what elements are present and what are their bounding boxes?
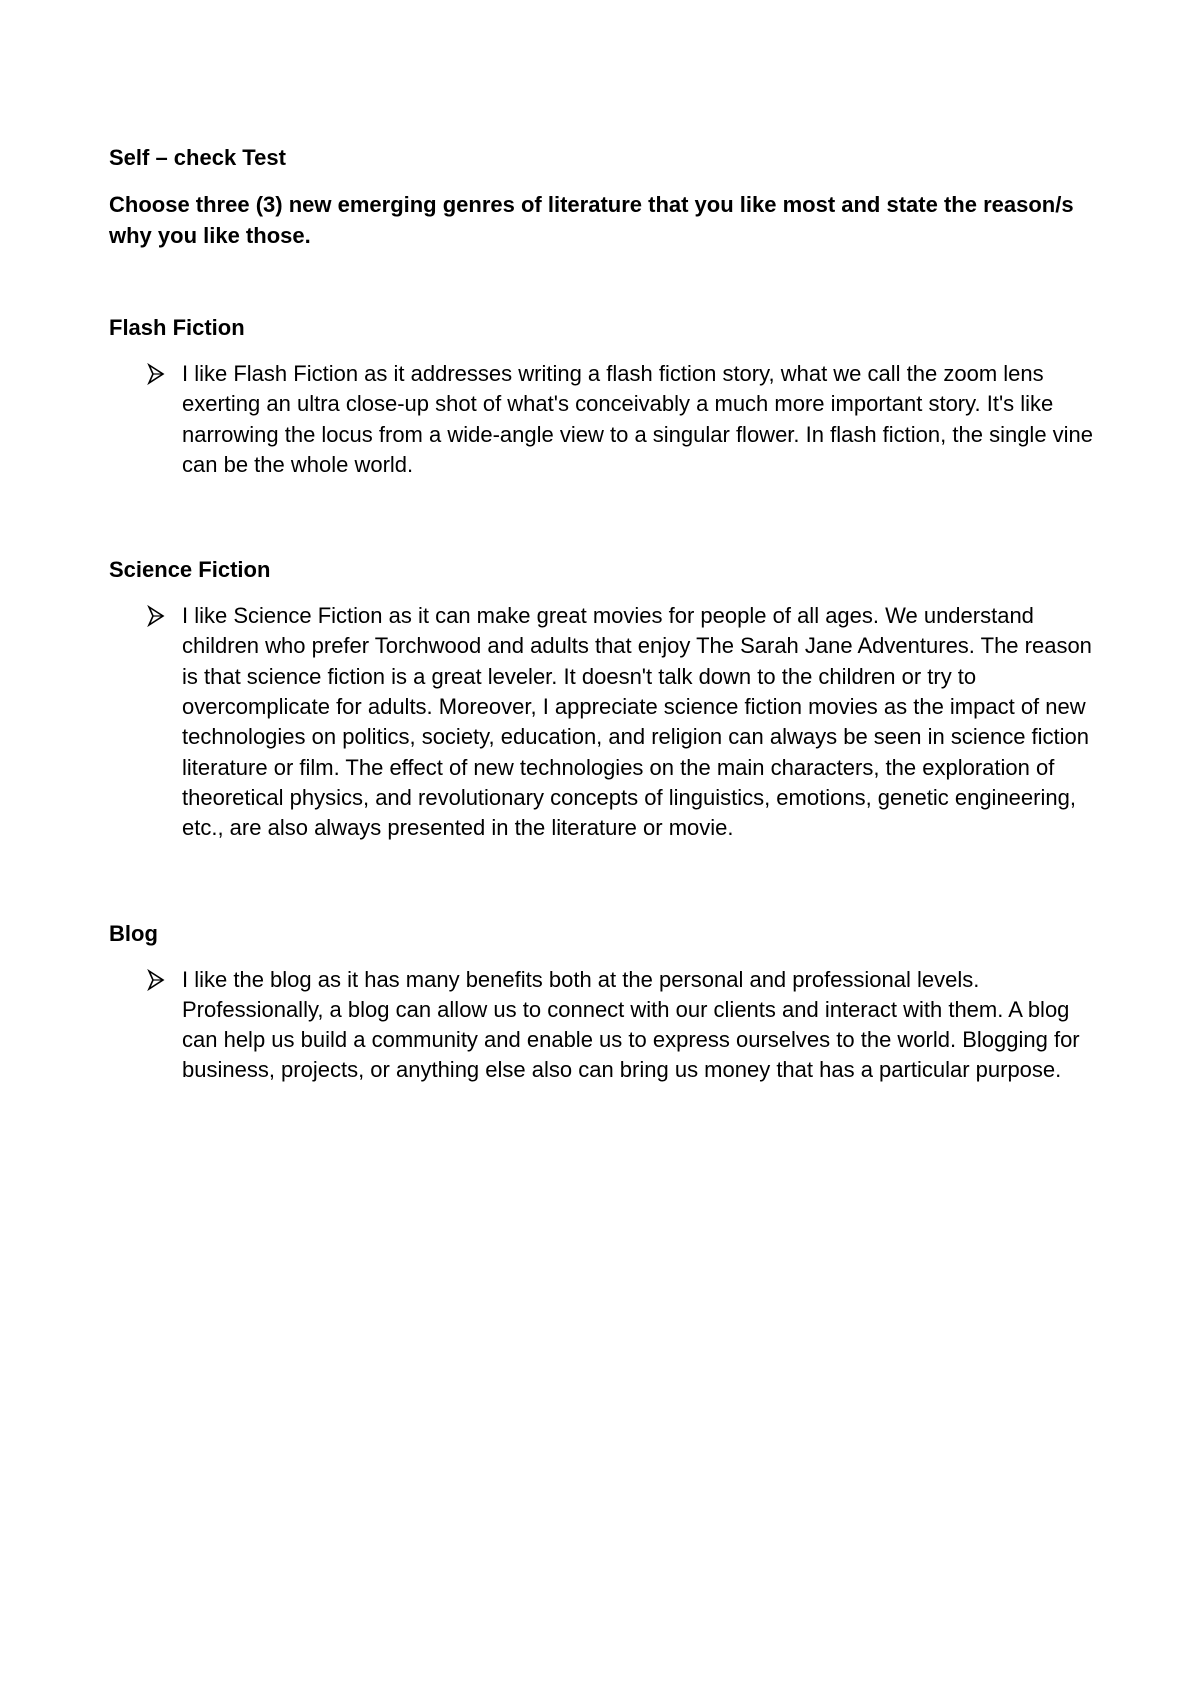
list-item-text: I like Flash Fiction as it addresses writing a flash fiction story, what we call the zoom lens exerting an ultra close-up shot of what's conceivably a much more important story. It's like narrowing the locus from a wide-angle view to a singular flower. In flash fiction, the single vine can be the whole world. [182, 361, 1094, 477]
arrowhead-bullet-icon [147, 363, 165, 385]
section-heading: Flash Fiction [109, 315, 245, 340]
list-item-text: I like the blog as it has many benefits both at the personal and professional levels. Professionally, a blog can allow us to connect with our clients and interact with them. A blog can help us build a community and enable us to express ourselves to the world. Blogging for business, projects, or anything else also can bring us money that has a particular purpose. [182, 966, 1080, 1083]
section-blog [109, 919, 1099, 1086]
section-heading: Science Fiction [109, 557, 271, 583]
section-heading: Blog [109, 920, 158, 946]
list-item [109, 359, 1099, 480]
list-item-text: I like Science Fiction as it can make great movies for people of all ages. We understand children who prefer Torchwood and adults that enjoy The Sarah Jane Adventures. The reason is that science fiction is a great leveler. It doesn't talk down to the children or try to overcomplicate for adults. Moreover, I appreciate science fiction movies as the impact of new technologies on politics, society, education, and religion can always be seen in science fiction literature or film. The effect of new technologies on the main characters, the exploration of theoretical physics, and revolutionary concepts of linguistics, emotions, genetic engineering, etc., are also always presented in the literature or movie. [182, 603, 1092, 841]
document-content [109, 143, 1099, 1086]
arrowhead-bullet-icon [147, 605, 165, 627]
section-flash-fiction [109, 313, 1099, 480]
list-item [109, 601, 1099, 843]
arrowhead-bullet-icon [147, 969, 165, 991]
section-science-fiction [109, 555, 1099, 843]
document-title: Self – check Test [109, 145, 286, 170]
list-item [109, 965, 1099, 1086]
document-instruction: Choose three (3) new emerging genres of literature that you like most and state the reason/s why you like those. [109, 192, 1074, 248]
